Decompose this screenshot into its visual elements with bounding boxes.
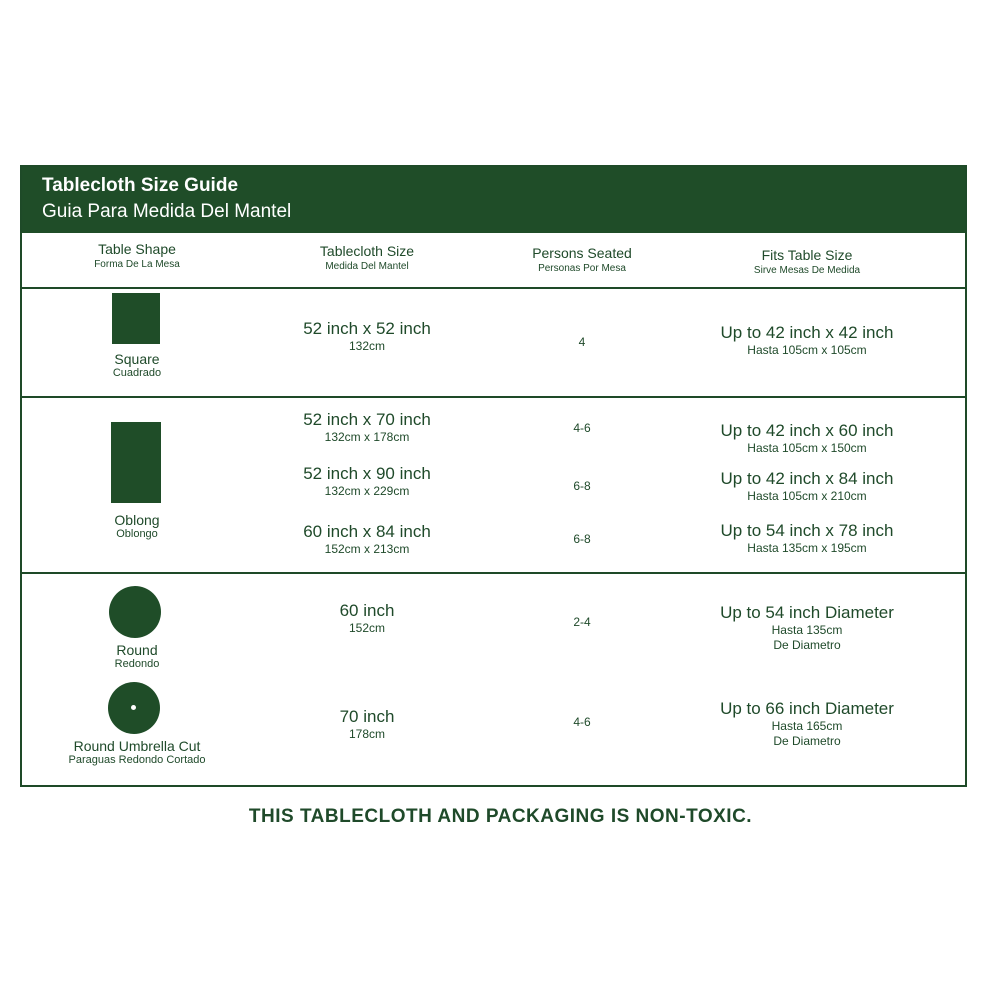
column-header-persons: Persons Seated Personas Por Mesa bbox=[532, 245, 632, 274]
shape-label-umbrella: Round Umbrella Cut Paraguas Redondo Cortado bbox=[68, 738, 206, 766]
umbrella-hole-icon bbox=[131, 705, 136, 710]
guide-header bbox=[22, 167, 965, 233]
persons-value: 4 bbox=[578, 335, 586, 349]
fits-value: Up to 42 inch x 60 inch Hasta 105cm x 150cm bbox=[720, 421, 894, 455]
shape-label-round: Round Redondo bbox=[114, 642, 160, 670]
divider bbox=[22, 287, 965, 289]
table-row: 52 inch x 52 inch 132cm bbox=[303, 319, 431, 353]
divider bbox=[22, 572, 965, 574]
shape-label-oblong: Oblong Oblongo bbox=[114, 512, 160, 540]
divider bbox=[22, 396, 965, 398]
fits-value: Up to 54 inch x 78 inch Hasta 135cm x 195cm bbox=[720, 521, 894, 555]
persons-value: 2-4 bbox=[573, 615, 591, 629]
size-guide-card bbox=[20, 165, 967, 787]
round-shape-icon bbox=[109, 586, 161, 638]
persons-value: 4-6 bbox=[573, 421, 591, 435]
fits-value: Up to 42 inch x 84 inch Hasta 105cm x 210cm bbox=[720, 469, 894, 503]
column-header-shape: Table Shape Forma De La Mesa bbox=[94, 241, 180, 270]
table-row: 52 inch x 90 inch 132cm x 229cm bbox=[303, 464, 431, 498]
umbrella-shape-icon bbox=[108, 682, 160, 734]
non-toxic-notice: THIS TABLECLOTH AND PACKAGING IS NON-TOXIC. bbox=[248, 806, 753, 827]
fits-value: Up to 54 inch Diameter Hasta 135cm De Diametro bbox=[720, 603, 894, 652]
oblong-shape-icon bbox=[111, 422, 161, 503]
table-row: 52 inch x 70 inch 132cm x 178cm bbox=[303, 410, 431, 444]
table-row: 70 inch 178cm bbox=[339, 707, 395, 741]
column-header-fits: Fits Table Size Sirve Mesas De Medida bbox=[753, 247, 861, 276]
table-row: 60 inch x 84 inch 152cm x 213cm bbox=[303, 522, 431, 556]
fits-value: Up to 42 inch x 42 inch Hasta 105cm x 105cm bbox=[720, 323, 894, 357]
persons-value: 6-8 bbox=[573, 479, 591, 493]
persons-value: 4-6 bbox=[573, 715, 591, 729]
guide-subtitle: Guia Para Medida Del Mantel bbox=[42, 201, 292, 222]
guide-title: Tablecloth Size Guide bbox=[42, 175, 239, 196]
column-header-size: Tablecloth Size Medida Del Mantel bbox=[319, 243, 415, 272]
table-row: 60 inch 152cm bbox=[339, 601, 395, 635]
square-shape-icon bbox=[112, 293, 160, 344]
fits-value: Up to 66 inch Diameter Hasta 165cm De Diametro bbox=[720, 699, 894, 748]
persons-value: 6-8 bbox=[573, 532, 591, 546]
shape-label-square: Square Cuadrado bbox=[112, 351, 162, 379]
